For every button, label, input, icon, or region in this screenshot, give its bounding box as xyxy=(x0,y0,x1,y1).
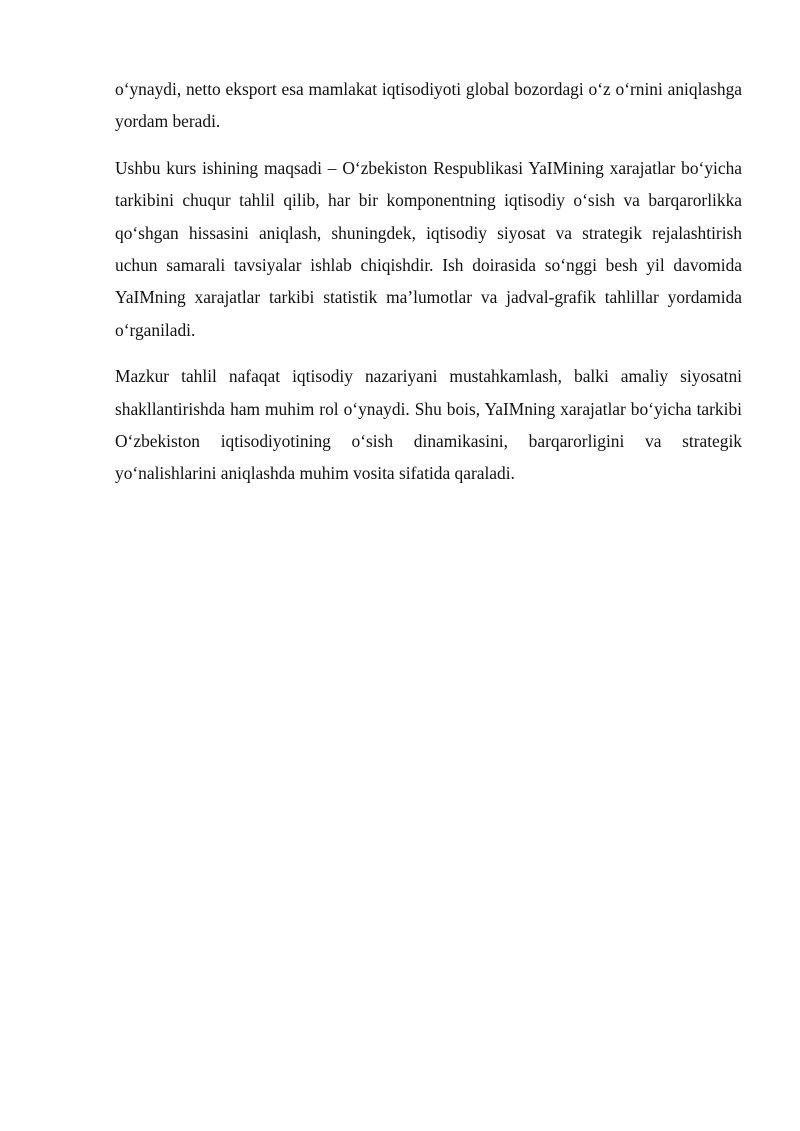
paragraph-significance: Mazkur tahlil nafaqat iqtisodiy nazariyani mustahkamlash, balki amaliy siyosatni shakllantirishda ham muhim rol o‘ynaydi. Shu bois, YaIMning xarajatlar bo‘yicha tarkibi O‘zbekiston iqtisodiyotining o‘sish dinamikasini, barqarorligini va strategik yo‘nalishlarini aniqlashda muhim vosita sifatida qaraladi. xyxy=(115,366,742,484)
paragraph-continuation: o‘ynaydi, netto eksport esa mamlakat iqtisodiyoti global bozordagi o‘z o‘rnini aniqlashga yordam beradi. xyxy=(115,79,742,132)
paragraph-aim: Ushbu kurs ishining maqsadi – O‘zbekiston Respublikasi YaIMining xarajatlar bo‘yicha tarkibini chuqur tahlil qilib, har bir komponentning iqtisodiy o‘sish va barqarorlikka qo‘shgan hissasini aniqlash, shuningdek, iqtisodiy siyosat va strategik rejalashtirish uchun samarali tavsiyalar ishlab chiqishdir. Ish doirasida so‘nggi besh yil davomida YaIMning xarajatlar tarkibi statistik ma’lumotlar va jadval-grafik tahlillar yordamida o‘rganiladi. xyxy=(115,157,742,340)
body-text xyxy=(115,73,742,504)
